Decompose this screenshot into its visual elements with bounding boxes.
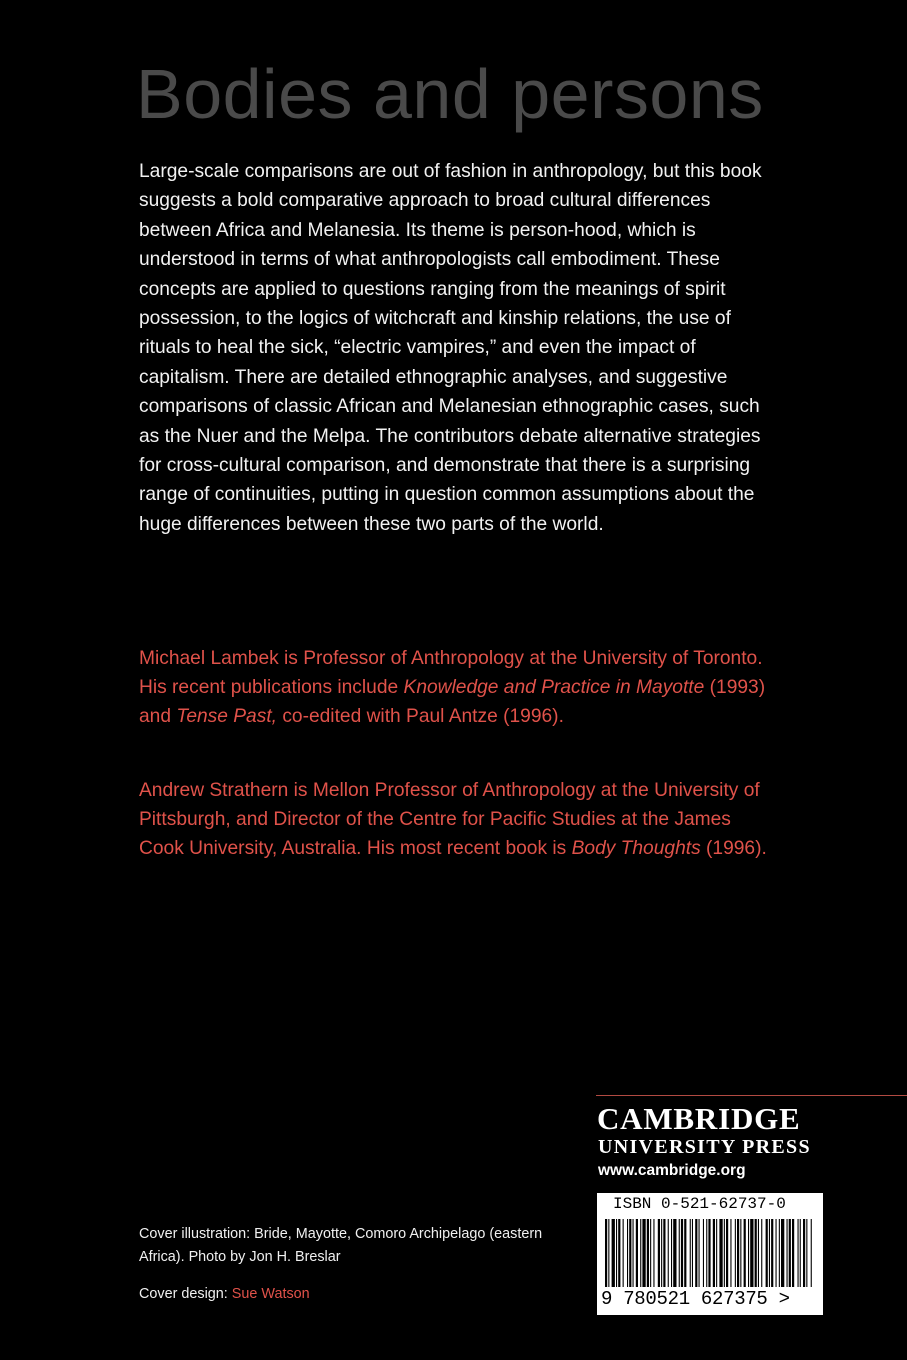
barcode-bar bbox=[650, 1219, 651, 1287]
book-description: Large-scale comparisons are out of fashion in anthropology, but this book suggests a bold comparative approach to broad cultural differences between Africa and Melanesia. Its theme is person-hood, which is understood in terms of what anthropologists call embodiment. These concepts are applied to questions ranging from the meanings of spirit possession, to the logics of witchcraft and kinship relations, the use of rituals to heal the sick, “electric vampires,” and even the impact of capitalism. There are detailed ethnographic analyses, and suggestive comparisons of classic African and Melanesian ethnographic cases, such as the Nuer and the Melpa. The contributors debate alternative strategies for cross-cultural comparison, and demonstrate that there is a surprising range of continuities, putting in question common assumptions about the huge differences between these two parts of the world. bbox=[139, 161, 762, 535]
barcode-bar bbox=[744, 1219, 746, 1287]
barcode-bar bbox=[748, 1219, 749, 1287]
barcode-bar bbox=[755, 1219, 757, 1287]
barcode-bar bbox=[771, 1219, 773, 1287]
designer-name: Sue Watson bbox=[231, 1286, 310, 1302]
cover-design-credit bbox=[139, 1283, 559, 1306]
barcode-bar bbox=[726, 1219, 728, 1287]
barcode-bar bbox=[618, 1219, 620, 1287]
barcode-bar bbox=[716, 1219, 717, 1287]
isbn-label: ISBN 0-521-62737-0 bbox=[613, 1195, 786, 1213]
barcode-bar bbox=[758, 1219, 759, 1287]
bio-text: Andrew Strathern is Mellon Professor of Anthropology at the University of Pittsburgh, and Director of the Centre for Pacific Studies at the James Cook University, Australia. His most recent book is bbox=[139, 780, 760, 860]
barcode-bar bbox=[695, 1219, 697, 1287]
barcode-bar bbox=[787, 1219, 788, 1287]
barcode-bar bbox=[781, 1219, 784, 1287]
barcode-number: 9 780521 627375 > bbox=[601, 1288, 790, 1310]
barcode-bar bbox=[633, 1219, 634, 1287]
barcode-bar bbox=[671, 1219, 672, 1287]
barcode-bar bbox=[713, 1219, 715, 1287]
publisher-logo-sub: UNIVERSITY PRESS bbox=[598, 1136, 811, 1158]
publisher-url: www.cambridge.org bbox=[598, 1162, 746, 1179]
barcode-bar bbox=[811, 1219, 812, 1287]
barcode-bar bbox=[658, 1219, 660, 1287]
barcode-bar bbox=[627, 1219, 628, 1287]
barcode-bar bbox=[647, 1219, 649, 1287]
barcode-bar bbox=[789, 1219, 791, 1287]
barcode-bar bbox=[608, 1219, 609, 1287]
barcode-bar bbox=[612, 1219, 615, 1287]
book-title: Bodies and persons bbox=[136, 55, 764, 133]
barcode-bar bbox=[719, 1219, 722, 1287]
barcode-bar bbox=[616, 1219, 617, 1287]
barcode-bar bbox=[803, 1219, 805, 1287]
barcode-bar bbox=[703, 1219, 704, 1287]
bio-text: (1996). bbox=[700, 838, 767, 860]
barcode-bar bbox=[642, 1219, 645, 1287]
barcode-bar bbox=[699, 1219, 700, 1287]
barcode-bar bbox=[679, 1219, 680, 1287]
barcode-bar bbox=[640, 1219, 641, 1287]
barcode-bar bbox=[623, 1219, 624, 1287]
book-reference: Knowledge and Practice in Mayotte bbox=[403, 677, 705, 699]
barcode-bar bbox=[730, 1219, 731, 1287]
barcode-bar bbox=[737, 1219, 739, 1287]
barcode-bar bbox=[673, 1219, 676, 1287]
barcode-bar bbox=[636, 1219, 638, 1287]
book-reference: Body Thoughts bbox=[571, 838, 701, 860]
bio-text: Michael Lambek is Professor of Anthropology at the University of Toronto. His recent publications include bbox=[139, 648, 763, 699]
barcode-bar bbox=[684, 1219, 686, 1287]
barcode-bar bbox=[792, 1219, 794, 1287]
barcode bbox=[597, 1193, 823, 1315]
barcode-bar bbox=[629, 1219, 631, 1287]
bio-text: co-edited with Paul Antze (1996). bbox=[276, 706, 564, 728]
barcode-bar bbox=[706, 1219, 707, 1287]
barcode-bar bbox=[661, 1219, 662, 1287]
barcode-bar bbox=[750, 1219, 753, 1287]
barcode-bar bbox=[692, 1219, 693, 1287]
barcode-bar bbox=[798, 1219, 799, 1287]
book-reference: Tense Past, bbox=[176, 706, 277, 728]
barcode-bar bbox=[668, 1219, 669, 1287]
barcode-bars bbox=[605, 1219, 815, 1289]
barcode-bar bbox=[724, 1219, 725, 1287]
barcode-bar bbox=[735, 1219, 736, 1287]
barcode-bar bbox=[690, 1219, 691, 1287]
barcode-bar bbox=[776, 1219, 777, 1287]
barcode-bar bbox=[663, 1219, 665, 1287]
barcode-bar bbox=[800, 1219, 801, 1287]
barcode-bar bbox=[681, 1219, 683, 1287]
cover-illustration-credit: Cover illustration: Bride, Mayotte, Comoro Archipelago (eastern Africa). Photo by Jon H. Breslar bbox=[139, 1226, 543, 1265]
publisher-logo-name: CAMBRIDGE bbox=[597, 1101, 801, 1136]
barcode-bar bbox=[605, 1219, 607, 1287]
barcode-bar bbox=[653, 1219, 654, 1287]
barcode-bar bbox=[761, 1219, 762, 1287]
barcode-bar bbox=[769, 1219, 770, 1287]
barcode-bar bbox=[708, 1219, 710, 1287]
barcode-bar bbox=[766, 1219, 768, 1287]
bio-text: (1993) and bbox=[139, 677, 766, 728]
author-bio-lambek bbox=[139, 644, 779, 732]
credit-label: Cover design: bbox=[139, 1286, 232, 1302]
author-bio-strathern bbox=[139, 776, 779, 864]
barcode-bar bbox=[806, 1219, 807, 1287]
barcode-bar bbox=[740, 1219, 741, 1287]
publisher-divider bbox=[596, 1095, 907, 1096]
barcode-bar bbox=[779, 1219, 780, 1287]
